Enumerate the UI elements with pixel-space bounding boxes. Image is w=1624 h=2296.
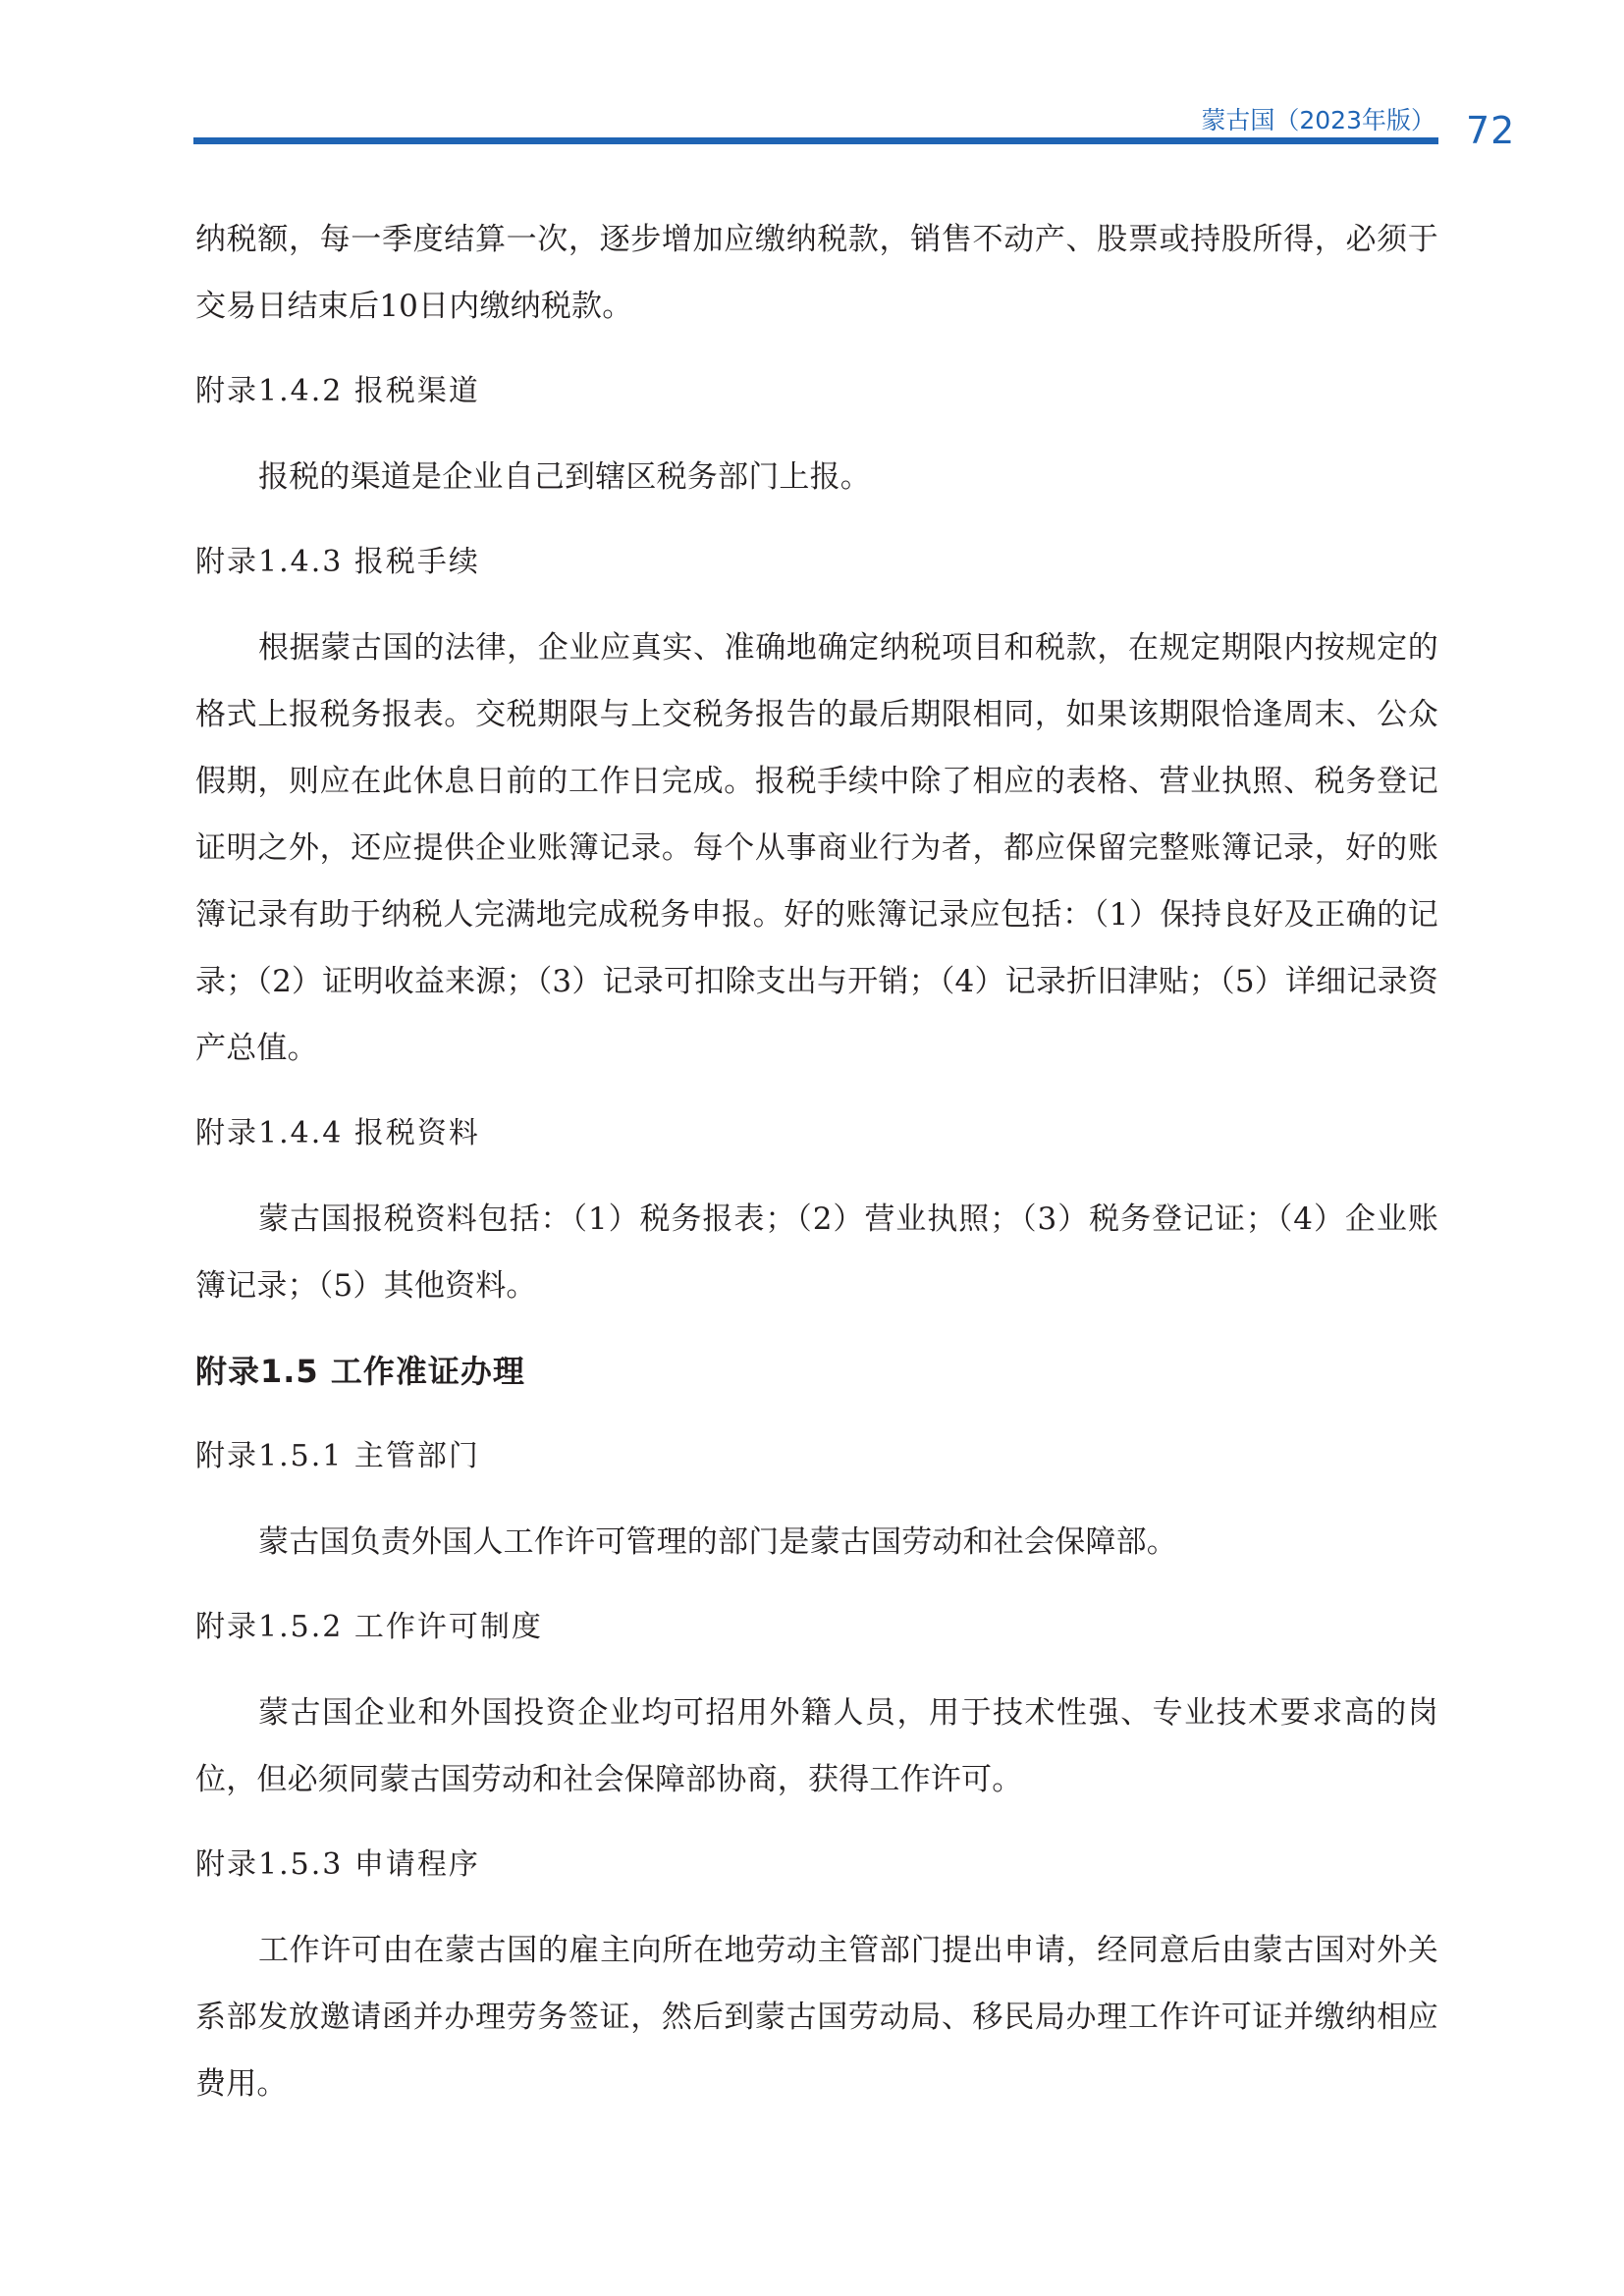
subsection-heading: 附录1.4.3 报税手续 — [195, 545, 480, 579]
paragraph: 报税的渠道是企业自己到辖区税务部门上报。 — [258, 459, 871, 495]
subsection-heading: 附录1.4.4 报税资料 — [195, 1116, 480, 1150]
subsection-heading: 附录1.5.1 主管部门 — [195, 1439, 480, 1473]
subsection-heading: 附录1.5.3 申请程序 — [195, 1847, 480, 1882]
paragraph: 根据蒙古国的法律，企业应真实、准确地确定纳税项目和税款，在规定期限内按规定的格式上报税务报表。交税期限与上交税务报告的最后期限相同，如果该期限恰逢周末、公众假期，则应在此休息日前的工作日完成。报税手续中除了相应的表格、营业执照、税务登记证明之外，还应提供企业账簿记录。每个从事商业行为者，都应保留完整账簿记录，好的账簿记录有助于纳税人完满地完成税务申报。好的账簿记录应包括：（1）保持良好及正确的记录；（2）证明收益来源；（3）记录可扣除支出与开销；（4）记录折旧津贴；（5）详细记录资产总值。 — [195, 630, 1438, 1066]
header-rule — [193, 137, 1438, 144]
page-number: 72 — [1466, 109, 1516, 152]
paragraph: 蒙古国负责外国人工作许可管理的部门是蒙古国劳动和社会保障部。 — [258, 1524, 1177, 1560]
paragraph: 蒙古国报税资料包括：（1）税务报表；（2）营业执照；（3）税务登记证；（4）企业账簿记录；（5）其他资料。 — [195, 1201, 1438, 1304]
page-header — [0, 0, 1624, 157]
section-heading: 附录1.5 工作准证办理 — [195, 1353, 525, 1390]
header-title: 蒙古国（2023年版） — [1201, 106, 1435, 134]
paragraph: 工作许可由在蒙古国的雇主向所在地劳动主管部门提出申请，经同意后由蒙古国对外关系部发放邀请函并办理劳务签证，然后到蒙古国劳动局、移民局办理工作许可证并缴纳相应费用。 — [195, 1933, 1438, 2102]
page-content — [195, 206, 1438, 2136]
paragraph: 蒙古国企业和外国投资企业均可招用外籍人员，用于技术性强、专业技术要求高的岗位，但必须同蒙古国劳动和社会保障部协商，获得工作许可。 — [195, 1695, 1438, 1797]
subsection-heading: 附录1.5.2 工作许可制度 — [195, 1610, 543, 1644]
subsection-heading: 附录1.4.2 报税渠道 — [195, 374, 480, 408]
paragraph: 纳税额，每一季度结算一次，逐步增加应缴纳税款，销售不动产、股票或持股所得，必须于交易日结束后10日内缴纳税款。 — [195, 222, 1438, 324]
